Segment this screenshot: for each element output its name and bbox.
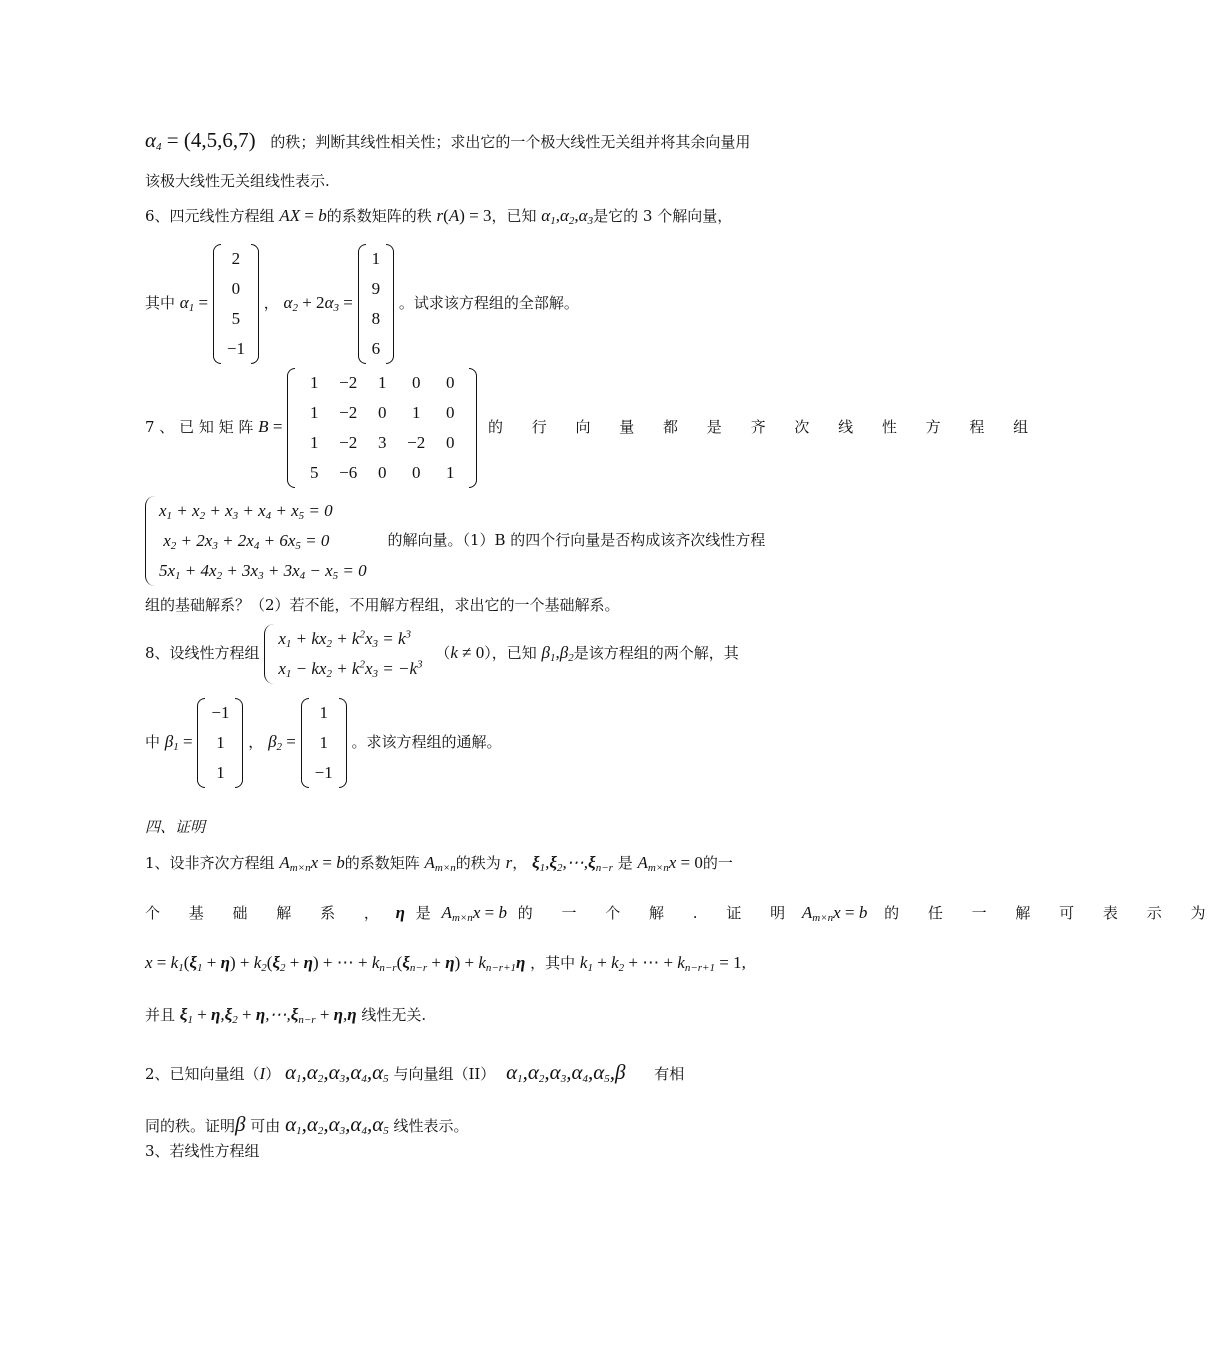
- proof-1-line3: $x = k_1(\xi_1 + \eta) + k_2(\xi_2 + \eta)$ + ⋯ + $k_{n-r}(\xi_{n-r} + \eta) + k_{n-r+1}\eta$ ，其中 $k_1 + k_2$ + ⋯ + $k_{n-r+1} = 1$,: [145, 953, 746, 974]
- proof-3-line1: 3、若线性方程组: [145, 1142, 260, 1160]
- proof-2-line2: 同的秩。证明β 可由 $\alpha_1,\alpha_2,\alpha_3,\alpha_4,\alpha_5$ 线性表示。: [145, 1112, 469, 1137]
- beta1-vector: −1 1 1: [197, 698, 243, 788]
- proof-1-line4: 并且 $\xi_1 + \eta,\xi_2$ + $\eta,\cdots,\xi_{n-r} + \eta,\eta$ 线性无关.: [145, 1005, 427, 1026]
- problem-6-vectors: 其中 $\alpha_1$ = 2 0 5 −1 ， $\alpha_2 + 2\alpha_3$ = 1 9 8 6 。试求该方程组的全部解。: [145, 244, 579, 364]
- problem-7-statement: 7 、 已 知 矩 阵 B = 1 −2 1 0 0 1 −2 0 1 0 1 −2 3 −2 0 5 −6 0 0 1 的 行 向 量 都 是 齐 次 线 性 方 程 组: [145, 368, 1040, 488]
- problem-8-statement: 8、设线性方程组 $x_1 + kx_2 + k^2x_3 = k^3$ $x_1 - kx_2 + k^2x_3 = -k^3$ （k ≠ 0），已知 $\beta_1,\beta_2$是该方程组的两个解，其: [145, 624, 739, 684]
- proof-1-line1: 1、设非齐次方程组 $A_{m\times n}x = b$的系数矩阵 $A_{m\times n}$的秩为 r， $\xi_1,\xi_2,\cdots,\xi_{n-r}$ 是 $A_{m\times n}x = 0$的一: [145, 853, 733, 874]
- homogeneous-system: $x_1 + x_2 + x_3 + x_4 + x_5 = 0$ $x_2 + 2x_3 + 2x_4 + 6x_5 = 0$ $5x_1 + 4x_2 + 3x_3 + 3x_4 - x_5 = 0$: [145, 496, 367, 586]
- problem-7-last: 组的基础解系？（2）若不能，不用解方程组，求出它的一个基础解系。: [145, 596, 620, 614]
- alpha1-vector: 2 0 5 −1: [213, 244, 259, 364]
- line-alpha4: $\alpha_4 = (4,5,6,7)$ 的秩；判断其线性相关性；求出它的一个极大线性无关组并将其余向量用: [145, 128, 751, 153]
- section-title: 四、证明: [145, 818, 206, 836]
- alpha2-plus-2alpha3-vector: 1 9 8 6: [358, 244, 395, 364]
- beta2-vector: 1 1 −1: [301, 698, 347, 788]
- line1-text: 的秩；判断其线性相关性；求出它的一个极大线性无关组并将其余向量用: [270, 133, 751, 151]
- problem-6-statement: 6、四元线性方程组 AX = b的系数矩阵的秩 r(A) = 3，已知 $\alpha_1,\alpha_2,\alpha_3$是它的 3 个解向量，: [145, 206, 733, 227]
- problem-8-vectors: 中 $\beta_1$ = −1 1 1 ， $\beta_2$ = 1 1 −1 。求该方程组的通解。: [145, 698, 502, 788]
- matrix-B: 1 −2 1 0 0 1 −2 0 1 0 1 −2 3 −2 0 5 −6 0 0 1: [287, 368, 477, 488]
- problem-8-system: $x_1 + kx_2 + k^2x_3 = k^3$ $x_1 - kx_2 + k^2x_3 = -k^3$: [264, 624, 422, 684]
- line2-text: 该极大线性无关组线性表示.: [145, 172, 330, 190]
- proof-1-line2: 个 基 础 解 系 ， η 是 $A_{m\times n}x = b$ 的 一 个 解 . 证 明 $A_{m\times n}x = b$ 的 任 一 解 可 表 示 为: [145, 903, 1217, 924]
- problem-7-system: $x_1 + x_2 + x_3 + x_4 + x_5 = 0$ $x_2 + 2x_3 + 2x_4 + 6x_5 = 0$ $5x_1 + 4x_2 + 3x_3 + 3x_4 - x_5 = 0$ 的解向量。（1）B 的四个行向量是否构成该齐次线性方程: [145, 496, 765, 586]
- proof-2-line1: 2、已知向量组（I） $\alpha_1,\alpha_2,\alpha_3,\alpha_4,\alpha_5$ 与向量组（II） $\alpha_1,\alpha_2,\alpha_3,\alpha_4,\alpha_5,\beta$ 有相: [145, 1060, 685, 1085]
